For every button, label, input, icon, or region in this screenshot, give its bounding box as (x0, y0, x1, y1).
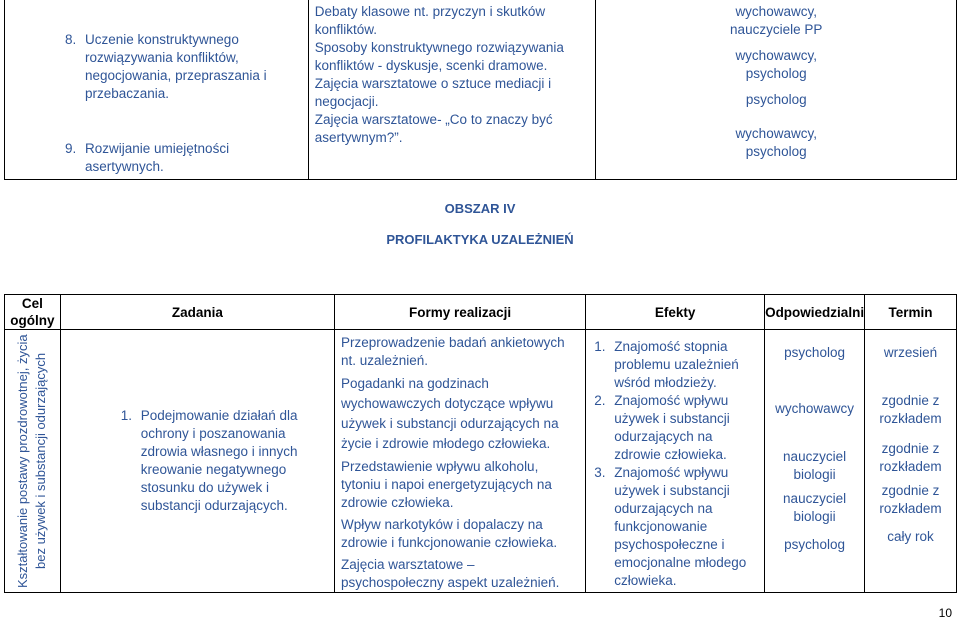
header-tasks: Zadania (60, 295, 334, 330)
responsible-item: wychowawcy, psycholog (735, 48, 817, 81)
tasks-cell (5, 0, 309, 180)
header-term: Termin (865, 295, 957, 330)
form-item: Debaty klasowe nt. przyczyn i skutków konfliktów. (314, 4, 546, 37)
responsible-item: nauczyciel biologii (783, 449, 847, 482)
responsible-item: wychowawcy, psycholog (735, 126, 817, 159)
effect-item: 2. Znajomość wpływu używek i substancji odurzających na zdrowie człowieka. (594, 393, 730, 462)
term-list-cell (865, 330, 957, 593)
header-goal: Cel ogólny (5, 295, 61, 330)
form-item: Zajęcia warsztatowe- „Co to znaczy być asertywnym?”. (314, 112, 553, 145)
goal-cell (5, 330, 61, 593)
term-item: zgodnie z rozkładem (879, 483, 942, 516)
header-effects: Efekty (586, 295, 765, 330)
forms-list-cell (334, 330, 585, 593)
responsible-item: psycholog (784, 345, 845, 360)
main-table (4, 294, 957, 593)
form-item: Wpływ narkotyków i dopalaczy na zdrowie i funkcjonowanie człowieka. (340, 517, 558, 550)
form-item: Przeprowadzenie badań ankietowych nt. uzależnień. (340, 335, 565, 368)
task-item-9: 9. Rozwijanie umiejętności asertywnych. (65, 141, 230, 174)
header-responsible: Odpowiedzialni (765, 295, 865, 330)
continued-table (4, 0, 957, 180)
responsible-item: wychowawcy (775, 401, 854, 416)
effect-item: 3. Znajomość wpływu używek i substancji odurzających na funkcjonowanie psychospołeczne i emocjonalne młodego człowieka. (594, 465, 747, 588)
form-item: Pogadanki na godzinach wychowawczych dotyczące wpływu używek i substancji odurzających na życie i zdrowie młodego człowieka. (340, 376, 559, 451)
section-subtitle: PROFILAKTYKA UZALEŻNIEŃ (386, 232, 574, 247)
goal-text: Kształtowanie postawy prozdrowotnej, życia bez używek i substancji odurzających (15, 334, 49, 588)
term-item: wrzesień (883, 345, 938, 360)
form-item: Przedstawienie wpływu alkoholu, tytoniu i napoi energetyzujących na zdrowie człowieka. (340, 459, 552, 510)
term-item: cały rok (887, 529, 934, 544)
page-number: 10 (938, 606, 952, 620)
responsible-item: psycholog (745, 92, 807, 107)
form-item: Zajęcia warsztatowe – psychospołeczny aspekt uzależnień. (340, 557, 560, 590)
term-item: zgodnie z rozkładem (879, 441, 942, 474)
responsible-list-cell (765, 330, 865, 593)
effects-cell (586, 330, 765, 593)
form-item: Zajęcia warsztatowe o sztuce mediacji i negocjacji. (314, 76, 552, 109)
responsible-item: wychowawcy, nauczyciele PP (730, 4, 823, 37)
effect-item: 1. Znajomość stopnia problemu uzależnień wśród młodzieży. (594, 339, 739, 390)
responsible-item: psycholog (784, 537, 845, 552)
responsible-item: nauczyciel biologii (783, 491, 847, 524)
task-item-8: 8. Uczenie konstruktywnego rozwiązywania konfliktów, negocjowania, przepraszania i przebaczania. (65, 32, 267, 101)
header-forms: Formy realizacji (334, 295, 585, 330)
term-item: zgodnie z rozkładem (879, 393, 942, 426)
task-item: 1. Podejmowanie działań dla ochrony i poszanowania zdrowia własnego i innych kreowanie negatywnego stosunku do używek i substancji odurzających. (120, 408, 298, 513)
section-title: OBSZAR IV (444, 201, 516, 216)
task-cell (60, 330, 334, 593)
responsible-cell (596, 0, 957, 180)
form-item: Sposoby konstruktywnego rozwiązywania konfliktów - dyskusje, scenki dramowe. (314, 40, 564, 73)
forms-cell (308, 0, 596, 180)
